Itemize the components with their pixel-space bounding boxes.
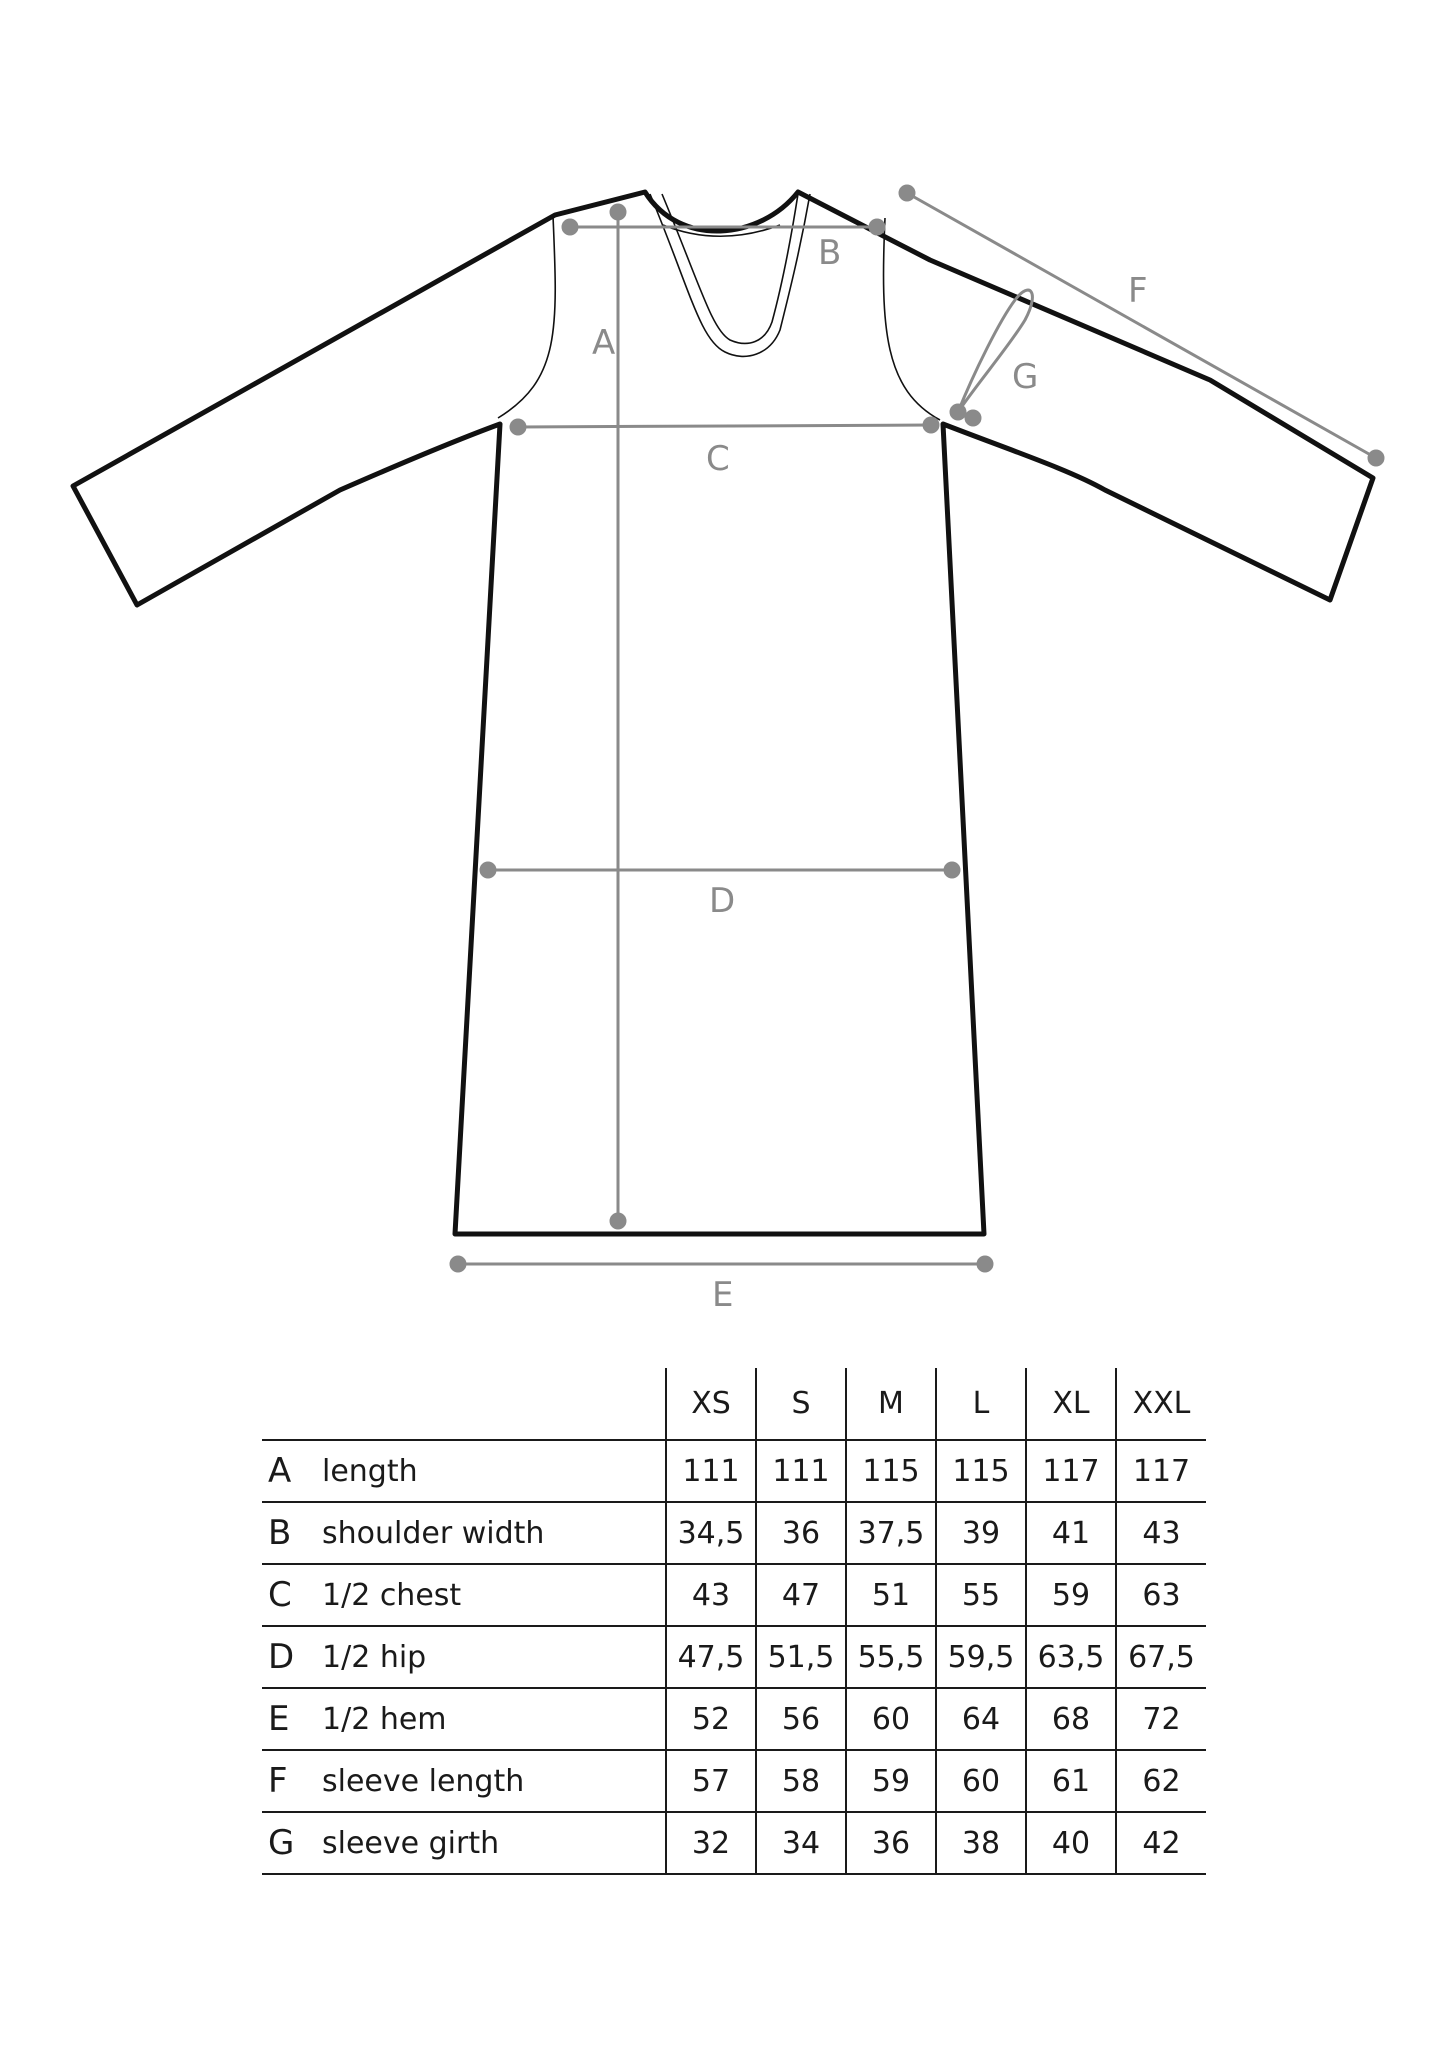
row-value: 67,5 [1116, 1626, 1206, 1688]
measure-dot-c-right [924, 418, 938, 432]
row-value: 43 [1116, 1502, 1206, 1564]
row-label: 1/2 hip [318, 1626, 666, 1688]
measure-dot-d-left [481, 863, 495, 877]
row-value: 60 [936, 1750, 1026, 1812]
row-value: 36 [846, 1812, 936, 1874]
row-label: sleeve girth [318, 1812, 666, 1874]
table-row [262, 1564, 1206, 1626]
row-value: 47 [756, 1564, 846, 1626]
measure-label-e: E [712, 1275, 734, 1315]
table-row [262, 1502, 1206, 1564]
measure-dot-e-right [978, 1257, 992, 1271]
row-label: sleeve length [318, 1750, 666, 1812]
row-value: 34 [756, 1812, 846, 1874]
measure-dot-c-left [511, 420, 525, 434]
measurement-lines [451, 186, 1383, 1271]
row-value: 52 [666, 1688, 756, 1750]
row-value: 111 [756, 1440, 846, 1502]
table-row [262, 1440, 1206, 1502]
row-value: 59,5 [936, 1626, 1026, 1688]
table-row [262, 1750, 1206, 1812]
row-value: 32 [666, 1812, 756, 1874]
row-value: 115 [846, 1440, 936, 1502]
row-code: G [262, 1812, 318, 1874]
measure-label-g: G [1012, 357, 1039, 397]
row-value: 43 [666, 1564, 756, 1626]
row-code: F [262, 1750, 318, 1812]
table-row [262, 1626, 1206, 1688]
row-value: 56 [756, 1688, 846, 1750]
row-value: 51,5 [756, 1626, 846, 1688]
measure-dot-f-bottom [1369, 451, 1383, 465]
measure-label-d: D [709, 881, 736, 921]
row-value: 47,5 [666, 1626, 756, 1688]
row-value: 57 [666, 1750, 756, 1812]
measure-line-c [518, 425, 931, 427]
row-value: 38 [936, 1812, 1026, 1874]
dress-outline [73, 192, 1373, 1234]
measure-label-c: C [706, 439, 730, 479]
row-label: length [318, 1440, 666, 1502]
measure-dot-g-1 [951, 405, 965, 419]
row-value: 63,5 [1026, 1626, 1116, 1688]
size-chart [262, 1368, 1206, 1875]
row-value: 40 [1026, 1812, 1116, 1874]
measure-dot-d-right [945, 863, 959, 877]
measure-dot-f-top [900, 186, 914, 200]
row-label: shoulder width [318, 1502, 666, 1564]
row-value: 34,5 [666, 1502, 756, 1564]
size-header-xxl: XXL [1116, 1368, 1206, 1440]
row-code: E [262, 1688, 318, 1750]
row-value: 55,5 [846, 1626, 936, 1688]
row-code: A [262, 1440, 318, 1502]
measure-label-b: B [818, 233, 842, 273]
table-row [262, 1812, 1206, 1874]
row-value: 41 [1026, 1502, 1116, 1564]
row-value: 59 [1026, 1564, 1116, 1626]
row-value: 39 [936, 1502, 1026, 1564]
size-header-xl: XL [1026, 1368, 1116, 1440]
row-value: 60 [846, 1688, 936, 1750]
row-value: 62 [1116, 1750, 1206, 1812]
row-value: 117 [1026, 1440, 1116, 1502]
row-value: 51 [846, 1564, 936, 1626]
row-value: 37,5 [846, 1502, 936, 1564]
row-label: 1/2 hem [318, 1688, 666, 1750]
measure-dot-a-bottom [611, 1214, 625, 1228]
row-value: 111 [666, 1440, 756, 1502]
row-value: 117 [1116, 1440, 1206, 1502]
row-value: 55 [936, 1564, 1026, 1626]
row-value: 59 [846, 1750, 936, 1812]
size-header-s: S [756, 1368, 846, 1440]
row-value: 64 [936, 1688, 1026, 1750]
measure-dot-e-left [451, 1257, 465, 1271]
measure-dot-b-left [563, 220, 577, 234]
measure-dot-b-right [870, 220, 884, 234]
row-value: 61 [1026, 1750, 1116, 1812]
row-code: C [262, 1564, 318, 1626]
size-table [262, 1368, 1206, 1875]
row-value: 68 [1026, 1688, 1116, 1750]
size-header-xs: XS [666, 1368, 756, 1440]
row-value: 36 [756, 1502, 846, 1564]
measure-label-a: A [592, 323, 616, 363]
row-value: 72 [1116, 1688, 1206, 1750]
row-code: D [262, 1626, 318, 1688]
measure-dot-g-2 [966, 411, 980, 425]
header-blank [262, 1368, 666, 1440]
table-row [262, 1688, 1206, 1750]
row-value: 63 [1116, 1564, 1206, 1626]
row-value: 115 [936, 1440, 1026, 1502]
row-label: 1/2 chest [318, 1564, 666, 1626]
size-header-l: L [936, 1368, 1026, 1440]
row-code: B [262, 1502, 318, 1564]
measure-dot-a-top [611, 205, 625, 219]
size-header-m: M [846, 1368, 936, 1440]
row-value: 42 [1116, 1812, 1206, 1874]
measure-label-f: F [1128, 271, 1148, 311]
row-value: 58 [756, 1750, 846, 1812]
size-header-row [262, 1368, 1206, 1440]
